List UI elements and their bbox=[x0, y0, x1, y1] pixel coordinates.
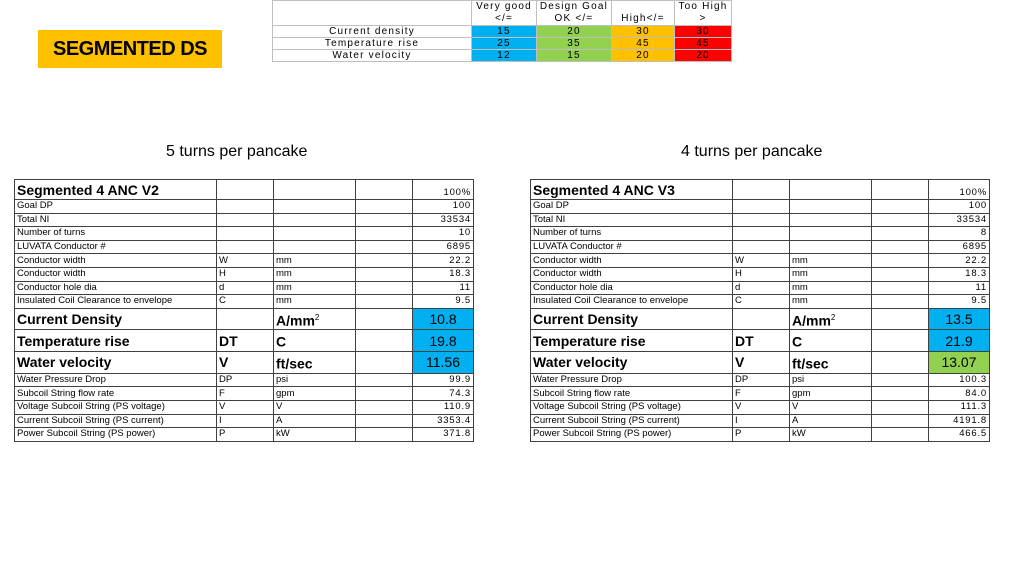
param-symbol bbox=[733, 200, 790, 214]
param-name: LUVATA Conductor # bbox=[531, 240, 733, 254]
cell bbox=[356, 387, 413, 401]
cell bbox=[872, 240, 929, 254]
param-unit: mm bbox=[790, 295, 872, 309]
metric-value: 13.5 bbox=[929, 308, 990, 330]
param-name: Power Subcoil String (PS power) bbox=[531, 428, 733, 442]
param-symbol: V bbox=[733, 400, 790, 414]
cell bbox=[872, 373, 929, 387]
metric-name: Temperature rise bbox=[531, 330, 733, 352]
metric-unit-sup: 2 bbox=[314, 312, 320, 322]
table-row bbox=[531, 387, 990, 401]
metric-unit-cell bbox=[274, 352, 356, 374]
param-name: Subcoil String flow rate bbox=[531, 387, 733, 401]
param-unit: mm bbox=[274, 267, 356, 281]
param-name: Goal DP bbox=[531, 200, 733, 214]
param-symbol: C bbox=[733, 295, 790, 309]
spec-title-value: 100% bbox=[413, 180, 474, 200]
table-row bbox=[15, 267, 474, 281]
table-row bbox=[15, 414, 474, 428]
param-unit: kW bbox=[790, 428, 872, 442]
metric-unit-cell bbox=[790, 330, 872, 352]
param-unit: mm bbox=[790, 281, 872, 295]
metric-symbol: V bbox=[217, 352, 274, 374]
param-symbol: DP bbox=[217, 373, 274, 387]
metric-value: 13.07 bbox=[929, 352, 990, 374]
param-value: 18.3 bbox=[413, 267, 474, 281]
table-row bbox=[531, 295, 990, 309]
table-row bbox=[531, 400, 990, 414]
param-unit bbox=[274, 227, 356, 241]
param-symbol: I bbox=[217, 414, 274, 428]
param-unit: A bbox=[274, 414, 356, 428]
legend-cell: 30 bbox=[675, 26, 732, 38]
cell bbox=[872, 330, 929, 352]
cell bbox=[872, 180, 929, 200]
cell bbox=[356, 308, 413, 330]
param-value: 6895 bbox=[413, 240, 474, 254]
cell bbox=[217, 180, 274, 200]
param-symbol: F bbox=[217, 387, 274, 401]
param-name: Total NI bbox=[531, 213, 733, 227]
table-row bbox=[531, 213, 990, 227]
param-unit: V bbox=[274, 400, 356, 414]
param-unit bbox=[790, 200, 872, 214]
cell bbox=[356, 295, 413, 309]
cell bbox=[872, 352, 929, 374]
table-row bbox=[531, 428, 990, 442]
param-symbol: H bbox=[733, 267, 790, 281]
legend-header-design-goal: Design Goal OK </= bbox=[537, 1, 612, 26]
cell bbox=[356, 227, 413, 241]
cell bbox=[356, 414, 413, 428]
param-name: Current Subcoil String (PS current) bbox=[15, 414, 217, 428]
param-unit bbox=[790, 240, 872, 254]
param-name: Insulated Coil Clearance to envelope bbox=[15, 295, 217, 309]
param-value: 466.5 bbox=[929, 428, 990, 442]
table-row bbox=[15, 281, 474, 295]
param-name: Conductor width bbox=[531, 254, 733, 268]
metric-symbol: V bbox=[733, 352, 790, 374]
legend-row-label: Temperature rise bbox=[273, 38, 472, 50]
param-name: Conductor width bbox=[531, 267, 733, 281]
param-unit bbox=[790, 227, 872, 241]
legend-cell: 45 bbox=[675, 38, 732, 50]
param-unit: psi bbox=[274, 373, 356, 387]
spec-title: Segmented 4 ANC V3 bbox=[531, 180, 733, 200]
cell bbox=[872, 213, 929, 227]
param-name: LUVATA Conductor # bbox=[15, 240, 217, 254]
param-name: Goal DP bbox=[15, 200, 217, 214]
left-caption: 5 turns per pancake bbox=[166, 143, 308, 160]
cell bbox=[356, 352, 413, 374]
param-symbol: I bbox=[733, 414, 790, 428]
param-symbol: P bbox=[217, 428, 274, 442]
param-name: Conductor width bbox=[15, 254, 217, 268]
threshold-legend-table bbox=[272, 0, 732, 62]
cell bbox=[872, 414, 929, 428]
param-value: 84.0 bbox=[929, 387, 990, 401]
metric-unit-sup: 2 bbox=[830, 312, 836, 322]
param-symbol bbox=[733, 213, 790, 227]
cell bbox=[872, 295, 929, 309]
param-value: 3353.4 bbox=[413, 414, 474, 428]
legend-row bbox=[273, 50, 732, 62]
cell bbox=[872, 281, 929, 295]
metric-unit: ft/sec bbox=[792, 355, 829, 372]
key-metric-row bbox=[531, 352, 990, 374]
param-symbol: P bbox=[733, 428, 790, 442]
param-symbol: DP bbox=[733, 373, 790, 387]
cell bbox=[274, 180, 356, 200]
param-symbol: F bbox=[733, 387, 790, 401]
param-name: Number of turns bbox=[15, 227, 217, 241]
param-name: Conductor width bbox=[15, 267, 217, 281]
legend-header-too-high: Too High > bbox=[675, 1, 732, 26]
metric-unit: C bbox=[276, 334, 287, 351]
metric-value: 21.9 bbox=[929, 330, 990, 352]
param-value: 33534 bbox=[929, 213, 990, 227]
cell bbox=[872, 267, 929, 281]
table-row bbox=[15, 227, 474, 241]
param-symbol bbox=[217, 213, 274, 227]
cell bbox=[356, 400, 413, 414]
cell bbox=[356, 240, 413, 254]
param-unit: mm bbox=[274, 281, 356, 295]
cell bbox=[872, 428, 929, 442]
param-unit bbox=[274, 200, 356, 214]
param-value: 22.2 bbox=[929, 254, 990, 268]
metric-unit-cell bbox=[274, 308, 356, 330]
param-value: 22.2 bbox=[413, 254, 474, 268]
table-row bbox=[531, 227, 990, 241]
param-value: 9.5 bbox=[413, 295, 474, 309]
param-name: Total NI bbox=[15, 213, 217, 227]
spec-title-row bbox=[531, 180, 990, 200]
legend-cell: 20 bbox=[612, 50, 675, 62]
param-symbol bbox=[733, 227, 790, 241]
cell bbox=[356, 180, 413, 200]
spec-table-left bbox=[14, 179, 474, 442]
table-row bbox=[15, 213, 474, 227]
param-value: 11 bbox=[413, 281, 474, 295]
param-name: Insulated Coil Clearance to envelope bbox=[531, 295, 733, 309]
param-symbol: W bbox=[217, 254, 274, 268]
param-symbol: d bbox=[217, 281, 274, 295]
param-unit: psi bbox=[790, 373, 872, 387]
cell bbox=[733, 180, 790, 200]
table-row bbox=[15, 295, 474, 309]
param-name: Conductor hole dia bbox=[531, 281, 733, 295]
key-metric-row bbox=[531, 308, 990, 330]
param-symbol: W bbox=[733, 254, 790, 268]
table-row bbox=[15, 200, 474, 214]
cell bbox=[872, 400, 929, 414]
param-value: 371.8 bbox=[413, 428, 474, 442]
table-row bbox=[15, 254, 474, 268]
legend-header-very-good: Very good </= bbox=[472, 1, 537, 26]
key-metric-row bbox=[531, 330, 990, 352]
table-row bbox=[531, 414, 990, 428]
spec-title-row bbox=[15, 180, 474, 200]
param-value: 8 bbox=[929, 227, 990, 241]
cell bbox=[872, 308, 929, 330]
metric-name: Temperature rise bbox=[15, 330, 217, 352]
legend-row-label: Current density bbox=[273, 26, 472, 38]
param-symbol bbox=[217, 200, 274, 214]
metric-value: 19.8 bbox=[413, 330, 474, 352]
param-symbol: V bbox=[217, 400, 274, 414]
metric-name: Current Density bbox=[531, 308, 733, 330]
param-value: 4191.8 bbox=[929, 414, 990, 428]
param-value: 18.3 bbox=[929, 267, 990, 281]
table-row bbox=[15, 373, 474, 387]
cell bbox=[356, 330, 413, 352]
cell bbox=[356, 254, 413, 268]
param-value: 99.9 bbox=[413, 373, 474, 387]
metric-name: Current Density bbox=[15, 308, 217, 330]
cell bbox=[790, 180, 872, 200]
param-symbol bbox=[733, 240, 790, 254]
param-unit: V bbox=[790, 400, 872, 414]
param-unit bbox=[790, 213, 872, 227]
legend-header-high: High</= bbox=[612, 1, 675, 26]
legend-cell: 45 bbox=[612, 38, 675, 50]
metric-symbol bbox=[733, 308, 790, 330]
legend-cell: 30 bbox=[612, 26, 675, 38]
metric-value: 10.8 bbox=[413, 308, 474, 330]
table-row bbox=[15, 428, 474, 442]
legend-row bbox=[273, 26, 732, 38]
key-metric-row bbox=[15, 352, 474, 374]
param-unit: mm bbox=[274, 295, 356, 309]
param-unit: A bbox=[790, 414, 872, 428]
param-unit bbox=[274, 240, 356, 254]
cell bbox=[356, 213, 413, 227]
metric-symbol: DT bbox=[733, 330, 790, 352]
cell bbox=[872, 200, 929, 214]
param-value: 100 bbox=[413, 200, 474, 214]
param-symbol bbox=[217, 227, 274, 241]
param-unit bbox=[274, 213, 356, 227]
param-value: 9.5 bbox=[929, 295, 990, 309]
legend-corner bbox=[273, 1, 472, 26]
metric-name: Water velocity bbox=[531, 352, 733, 374]
param-unit: mm bbox=[790, 267, 872, 281]
param-value: 11 bbox=[929, 281, 990, 295]
param-value: 33534 bbox=[413, 213, 474, 227]
cell bbox=[356, 373, 413, 387]
cell bbox=[872, 227, 929, 241]
table-row bbox=[531, 200, 990, 214]
table-row bbox=[531, 373, 990, 387]
legend-cell: 20 bbox=[537, 26, 612, 38]
param-unit: kW bbox=[274, 428, 356, 442]
legend-row bbox=[273, 38, 732, 50]
legend-cell: 15 bbox=[472, 26, 537, 38]
key-metric-row bbox=[15, 308, 474, 330]
metric-value: 11.56 bbox=[413, 352, 474, 374]
right-caption: 4 turns per pancake bbox=[681, 143, 823, 160]
cell bbox=[356, 281, 413, 295]
table-row bbox=[531, 240, 990, 254]
param-value: 6895 bbox=[929, 240, 990, 254]
metric-unit: A/mm bbox=[276, 312, 315, 329]
param-symbol: H bbox=[217, 267, 274, 281]
param-value: 100.3 bbox=[929, 373, 990, 387]
legend-cell: 12 bbox=[472, 50, 537, 62]
metric-unit: ft/sec bbox=[276, 355, 313, 372]
param-symbol: d bbox=[733, 281, 790, 295]
spec-table-right bbox=[530, 179, 990, 442]
table-row bbox=[15, 400, 474, 414]
metric-unit-cell bbox=[790, 352, 872, 374]
cell bbox=[356, 200, 413, 214]
metric-symbol bbox=[217, 308, 274, 330]
param-unit: gpm bbox=[790, 387, 872, 401]
table-row bbox=[531, 254, 990, 268]
param-name: Voltage Subcoil String (PS voltage) bbox=[15, 400, 217, 414]
table-row bbox=[531, 281, 990, 295]
param-value: 110.9 bbox=[413, 400, 474, 414]
table-row bbox=[15, 240, 474, 254]
cell bbox=[356, 428, 413, 442]
legend-cell: 15 bbox=[537, 50, 612, 62]
param-value: 10 bbox=[413, 227, 474, 241]
metric-unit-cell bbox=[274, 330, 356, 352]
metric-unit: C bbox=[792, 334, 803, 351]
param-symbol: C bbox=[217, 295, 274, 309]
param-name: Water Pressure Drop bbox=[15, 373, 217, 387]
table-row bbox=[531, 267, 990, 281]
cell bbox=[356, 267, 413, 281]
legend-cell: 35 bbox=[537, 38, 612, 50]
param-unit: mm bbox=[274, 254, 356, 268]
param-symbol bbox=[217, 240, 274, 254]
param-unit: mm bbox=[790, 254, 872, 268]
cell bbox=[872, 254, 929, 268]
key-metric-row bbox=[15, 330, 474, 352]
param-name: Subcoil String flow rate bbox=[15, 387, 217, 401]
metric-name: Water velocity bbox=[15, 352, 217, 374]
param-unit: gpm bbox=[274, 387, 356, 401]
segmented-ds-label: SEGMENTED DS bbox=[38, 30, 222, 68]
metric-unit: A/mm bbox=[792, 312, 831, 329]
cell bbox=[872, 387, 929, 401]
param-name: Power Subcoil String (PS power) bbox=[15, 428, 217, 442]
table-row bbox=[15, 387, 474, 401]
spec-title: Segmented 4 ANC V2 bbox=[15, 180, 217, 200]
param-name: Number of turns bbox=[531, 227, 733, 241]
metric-unit-cell bbox=[790, 308, 872, 330]
param-name: Voltage Subcoil String (PS voltage) bbox=[531, 400, 733, 414]
spec-title-value: 100% bbox=[929, 180, 990, 200]
param-name: Water Pressure Drop bbox=[531, 373, 733, 387]
legend-cell: 20 bbox=[675, 50, 732, 62]
metric-symbol: DT bbox=[217, 330, 274, 352]
legend-row-label: Water velocity bbox=[273, 50, 472, 62]
param-name: Current Subcoil String (PS current) bbox=[531, 414, 733, 428]
legend-cell: 25 bbox=[472, 38, 537, 50]
param-value: 111.3 bbox=[929, 400, 990, 414]
param-name: Conductor hole dia bbox=[15, 281, 217, 295]
param-value: 74.3 bbox=[413, 387, 474, 401]
param-value: 100 bbox=[929, 200, 990, 214]
